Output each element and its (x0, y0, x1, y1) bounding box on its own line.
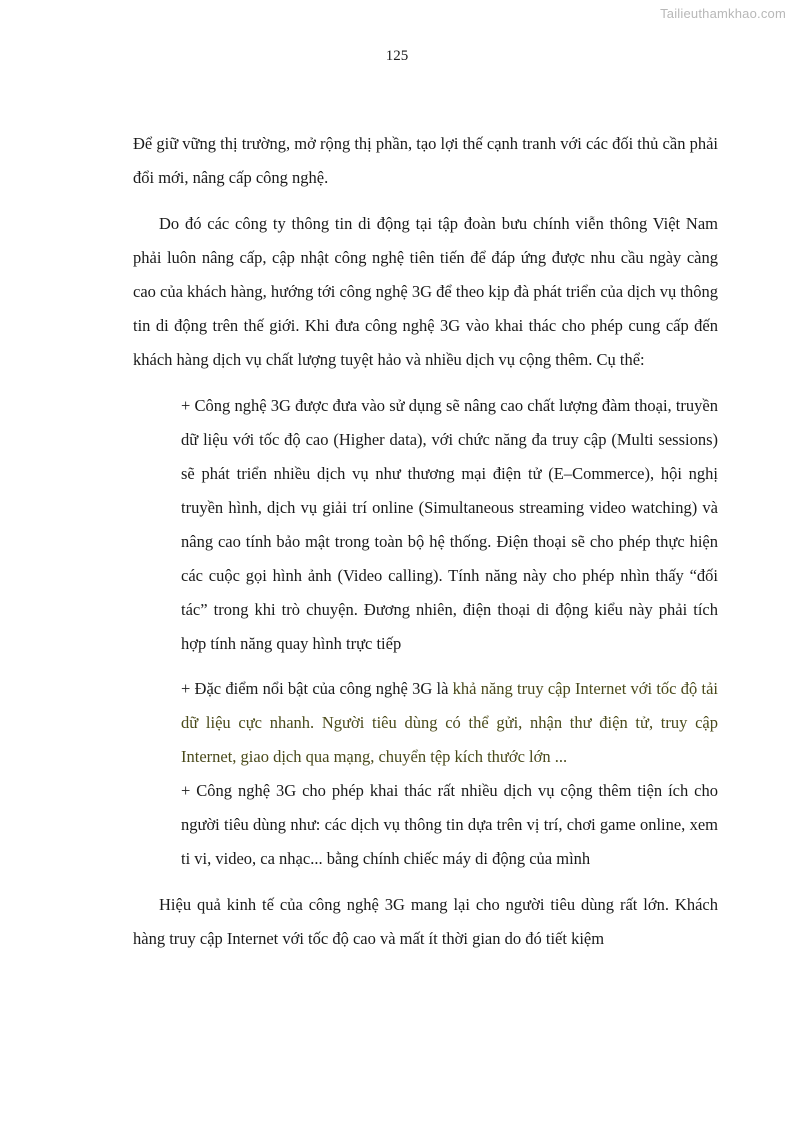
paragraph-3: Hiệu quả kinh tế của công nghệ 3G mang lại cho người tiêu dùng rất lớn. Khách hàng truy cập Internet với tốc độ cao và mất ít thời gian do đó tiết kiệm (133, 895, 718, 948)
bullet-item-2 (181, 672, 718, 774)
bullet-item-2-prefix: + Đặc điểm nổi bật của công nghệ 3G là (181, 679, 453, 698)
page-number: 125 (385, 48, 409, 64)
paragraph-1: Để giữ vững thị trường, mở rộng thị phần, tạo lợi thế cạnh tranh với các đối thủ cần phải đổi mới, nâng cấp công nghệ. (133, 134, 718, 187)
bullet-item-1: + Công nghệ 3G được đưa vào sử dụng sẽ nâng cao chất lượng đàm thoại, truyền dữ liệu với tốc độ cao (Higher data), với chức năng đa truy cập (Multi sessions) sẽ phát triển nhiều dịch vụ như thương mại điện tử (E–Commerce), hội nghị truyền hình, dịch vụ giải trí online (Simultaneous streaming video watching) và nâng cao tính bảo mật trong toàn bộ hệ thống. Điện thoại sẽ cho phép thực hiện các cuộc gọi hình ảnh (Video calling). Tính năng này cho phép nhìn thấy “đối tác” trong khi trò chuyện. Đương nhiên, điện thoại di động kiểu này phải tích hợp tính năng quay hình trực tiếp (181, 396, 718, 653)
document-body (133, 127, 718, 956)
paragraph-2: Do đó các công ty thông tin di động tại tập đoàn bưu chính viễn thông Việt Nam phải luôn nâng cấp, cập nhật công nghệ tiên tiến để đáp ứng được nhu cầu ngày càng cao của khách hàng, hướng tới công nghệ 3G để theo kịp đà phát triển của dịch vụ thông tin di động trên thế giới. Khi đưa công nghệ 3G vào khai thác cho phép cung cấp đến khách hàng dịch vụ chất lượng tuyệt hảo và nhiều dịch vụ cộng thêm. Cụ thể: (133, 214, 718, 369)
bullet-list (133, 389, 718, 876)
bullet-item-2-highlight: khả năng truy cập Internet với tốc độ tải dữ liệu cực nhanh. Người tiêu dùng có thể gửi, nhận thư điện tử, truy cập Internet, giao dịch qua mạng, chuyển tệp kích thước lớn ... (181, 679, 718, 766)
bullet-item-3: + Công nghệ 3G cho phép khai thác rất nhiều dịch vụ cộng thêm tiện ích cho người tiêu dùng như: các dịch vụ thông tin dựa trên vị trí, chơi game online, xem ti vi, video, ca nhạc... bằng chính chiếc máy di động của mình (181, 781, 718, 868)
watermark: Tailieuthamkhao.com (660, 6, 786, 21)
